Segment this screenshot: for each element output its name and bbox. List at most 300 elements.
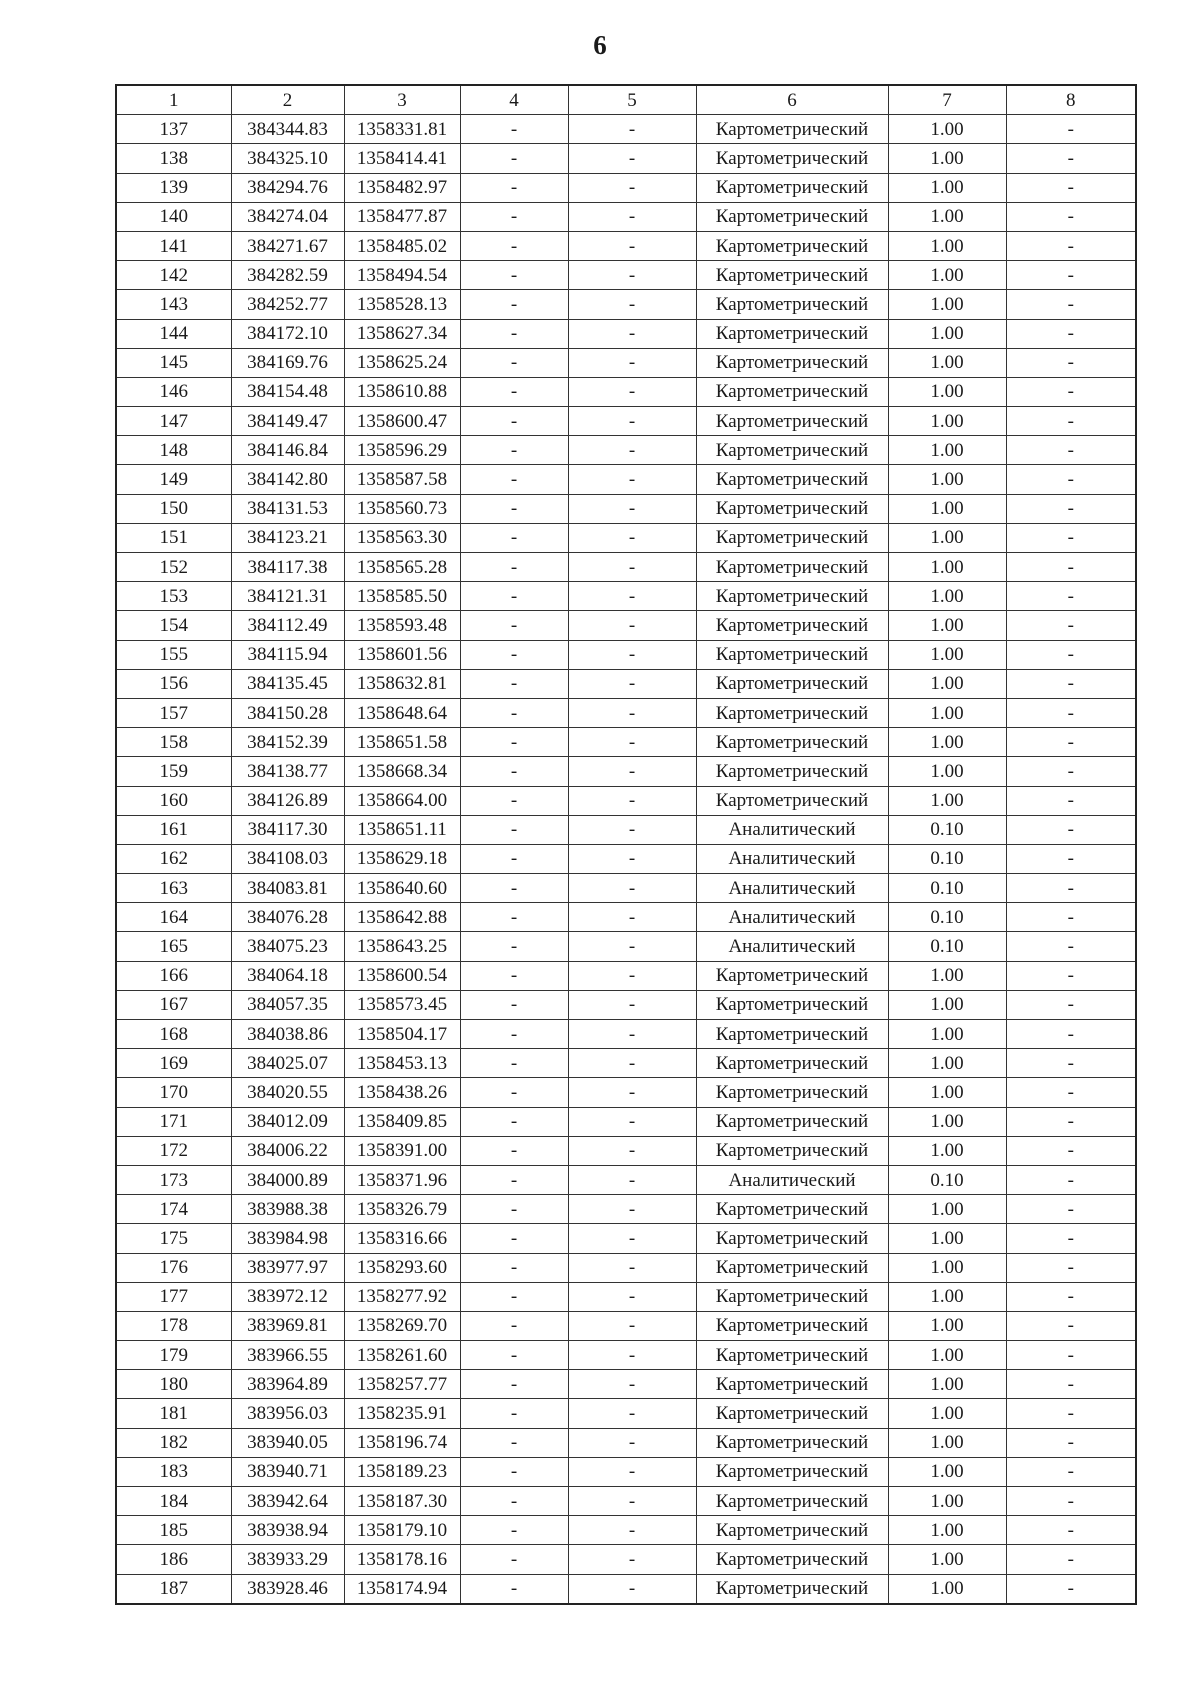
table-cell: - (1006, 1574, 1136, 1604)
table-cell: - (460, 1165, 568, 1194)
table-cell: - (460, 1136, 568, 1165)
table-cell: 1.00 (888, 261, 1006, 290)
table-cell: 1.00 (888, 786, 1006, 815)
table-cell: 165 (116, 932, 231, 961)
table-cell: - (568, 290, 696, 319)
table-cell: - (1006, 1078, 1136, 1107)
table-cell: Картометрический (696, 582, 888, 611)
table-cell: 384064.18 (231, 961, 344, 990)
table-cell: - (568, 1428, 696, 1457)
table-cell: - (460, 728, 568, 757)
table-cell: - (568, 494, 696, 523)
table-cell: 383940.05 (231, 1428, 344, 1457)
table-cell: - (460, 290, 568, 319)
header-row (116, 85, 1136, 115)
table-cell: - (460, 1049, 568, 1078)
table-row (116, 1049, 1136, 1078)
table-cell: - (1006, 290, 1136, 319)
table-cell: 1358235.91 (344, 1399, 460, 1428)
table-row (116, 1487, 1136, 1516)
table-cell: - (460, 1282, 568, 1311)
table-cell: Картометрический (696, 1574, 888, 1604)
table-cell: 1.00 (888, 465, 1006, 494)
table-cell: 383964.89 (231, 1370, 344, 1399)
table-cell: - (568, 1574, 696, 1604)
table-cell: - (568, 115, 696, 144)
table-cell: 1358326.79 (344, 1195, 460, 1224)
table-cell: 384146.84 (231, 436, 344, 465)
table-cell: 1.00 (888, 1428, 1006, 1457)
table-cell: Картометрический (696, 1078, 888, 1107)
table-cell: 0.10 (888, 874, 1006, 903)
table-cell: 1.00 (888, 1487, 1006, 1516)
table-cell: 1.00 (888, 640, 1006, 669)
table-cell: Картометрический (696, 494, 888, 523)
table-cell: - (460, 874, 568, 903)
table-cell: 1358261.60 (344, 1341, 460, 1370)
table-cell: 1.00 (888, 1457, 1006, 1486)
table-cell: 148 (116, 436, 231, 465)
table-cell: Картометрический (696, 261, 888, 290)
table-cell: - (568, 407, 696, 436)
table-cell: - (568, 1487, 696, 1516)
table-cell: Картометрический (696, 348, 888, 377)
table-cell: 384169.76 (231, 348, 344, 377)
table-cell: 1.00 (888, 1574, 1006, 1604)
table-cell: 168 (116, 1020, 231, 1049)
table-row (116, 1428, 1136, 1457)
table-cell: - (568, 582, 696, 611)
table-cell: Картометрический (696, 231, 888, 260)
table-cell: Картометрический (696, 786, 888, 815)
table-cell: - (1006, 757, 1136, 786)
table-cell: - (568, 698, 696, 727)
header-cell: 5 (568, 85, 696, 115)
table-cell: - (460, 669, 568, 698)
table-cell: - (1006, 348, 1136, 377)
table-cell: - (568, 465, 696, 494)
table-cell: 170 (116, 1078, 231, 1107)
table-cell: 174 (116, 1195, 231, 1224)
table-cell: 384149.47 (231, 407, 344, 436)
table-cell: - (1006, 1165, 1136, 1194)
table-row (116, 786, 1136, 815)
table-row (116, 611, 1136, 640)
table-row (116, 1341, 1136, 1370)
table-cell: 1.00 (888, 1224, 1006, 1253)
table-cell: - (568, 903, 696, 932)
table-cell: - (568, 961, 696, 990)
table-cell: - (1006, 1399, 1136, 1428)
table-cell: - (460, 261, 568, 290)
table-cell: 141 (116, 231, 231, 260)
table-cell: Картометрический (696, 1311, 888, 1340)
table-cell: 1358277.92 (344, 1282, 460, 1311)
table-cell: 383972.12 (231, 1282, 344, 1311)
table-cell: 1358585.50 (344, 582, 460, 611)
table-cell: 146 (116, 377, 231, 406)
table-row (116, 377, 1136, 406)
table-cell: - (1006, 669, 1136, 698)
table-cell: 172 (116, 1136, 231, 1165)
table-cell: - (1006, 582, 1136, 611)
table-cell: Картометрический (696, 1136, 888, 1165)
table-cell: 384012.09 (231, 1107, 344, 1136)
page-number: 6 (593, 30, 607, 60)
table-cell: - (1006, 144, 1136, 173)
table-cell: 149 (116, 465, 231, 494)
table-cell: 384075.23 (231, 932, 344, 961)
table-cell: - (1006, 1457, 1136, 1486)
table-cell: - (460, 553, 568, 582)
table-cell: 163 (116, 874, 231, 903)
table-cell: 171 (116, 1107, 231, 1136)
table-cell: - (460, 1487, 568, 1516)
table-cell: - (568, 1107, 696, 1136)
table-cell: Картометрический (696, 290, 888, 319)
table-cell: - (568, 640, 696, 669)
table-cell: - (1006, 553, 1136, 582)
table-cell: Картометрический (696, 1224, 888, 1253)
table-cell: - (460, 1516, 568, 1545)
table-cell: 1.00 (888, 698, 1006, 727)
table-cell: - (1006, 698, 1136, 727)
table-cell: 144 (116, 319, 231, 348)
table-row (116, 144, 1136, 173)
table-cell: 384038.86 (231, 1020, 344, 1049)
table-cell: 1358453.13 (344, 1049, 460, 1078)
table-cell: 1.00 (888, 961, 1006, 990)
table-cell: - (1006, 1020, 1136, 1049)
table-cell: - (568, 1165, 696, 1194)
table-cell: 383940.71 (231, 1457, 344, 1486)
table-cell: 1358257.77 (344, 1370, 460, 1399)
table-cell: 178 (116, 1311, 231, 1340)
table-cell: - (568, 1195, 696, 1224)
table-cell: 1358648.64 (344, 698, 460, 727)
table-cell: 1358563.30 (344, 523, 460, 552)
table-cell: 1358178.16 (344, 1545, 460, 1574)
table-row (116, 319, 1136, 348)
table-cell: Картометрический (696, 523, 888, 552)
table-cell: 1358477.87 (344, 202, 460, 231)
table-cell: - (460, 202, 568, 231)
table-cell: 1358189.23 (344, 1457, 460, 1486)
table-cell: 1358269.70 (344, 1311, 460, 1340)
table-cell: Аналитический (696, 1165, 888, 1194)
table-cell: 1358610.88 (344, 377, 460, 406)
table-cell: Картометрический (696, 1341, 888, 1370)
table-cell: 1358668.34 (344, 757, 460, 786)
table-row (116, 757, 1136, 786)
table-cell: 1.00 (888, 757, 1006, 786)
table-cell: Картометрический (696, 1545, 888, 1574)
table-cell: 384135.45 (231, 669, 344, 698)
table-cell: - (1006, 115, 1136, 144)
table-cell: - (568, 844, 696, 873)
table-cell: 1.00 (888, 144, 1006, 173)
table-row (116, 1195, 1136, 1224)
table-cell: - (460, 231, 568, 260)
table-row (116, 261, 1136, 290)
table-cell: - (460, 1078, 568, 1107)
table-cell: 1358179.10 (344, 1516, 460, 1545)
table-row (116, 961, 1136, 990)
table-cell: 384083.81 (231, 874, 344, 903)
table-row (116, 436, 1136, 465)
table-row (116, 728, 1136, 757)
table-cell: 156 (116, 669, 231, 698)
table-cell: - (1006, 815, 1136, 844)
table-cell: 384344.83 (231, 115, 344, 144)
table-row (116, 1574, 1136, 1604)
table-cell: - (1006, 874, 1136, 903)
table-cell: - (1006, 1487, 1136, 1516)
table-cell: Картометрический (696, 144, 888, 173)
table-cell: - (568, 1457, 696, 1486)
table-cell: 384252.77 (231, 290, 344, 319)
table-cell: 384325.10 (231, 144, 344, 173)
table-row (116, 290, 1136, 319)
table-cell: 1.00 (888, 407, 1006, 436)
table-cell: 143 (116, 290, 231, 319)
table-cell: 1358331.81 (344, 115, 460, 144)
table-cell: - (460, 1253, 568, 1282)
table-row (116, 1370, 1136, 1399)
table-cell: 1358174.94 (344, 1574, 460, 1604)
table-body (116, 115, 1136, 1604)
table-cell: 1.00 (888, 1516, 1006, 1545)
table-cell: 140 (116, 202, 231, 231)
table-cell: - (1006, 1545, 1136, 1574)
table-cell: 384006.22 (231, 1136, 344, 1165)
table-cell: 383933.29 (231, 1545, 344, 1574)
table-cell: 139 (116, 173, 231, 202)
table-cell: Картометрический (696, 1195, 888, 1224)
table-row (116, 553, 1136, 582)
table-cell: - (460, 815, 568, 844)
table-cell: 1358664.00 (344, 786, 460, 815)
table-cell: - (1006, 1311, 1136, 1340)
table-cell: Картометрический (696, 553, 888, 582)
table-cell: - (1006, 407, 1136, 436)
table-cell: Картометрический (696, 728, 888, 757)
table-cell: - (460, 640, 568, 669)
table-cell: 166 (116, 961, 231, 990)
table-cell: 183 (116, 1457, 231, 1486)
table-cell: 384150.28 (231, 698, 344, 727)
table-cell: - (1006, 1253, 1136, 1282)
table-cell: - (460, 494, 568, 523)
table-cell: 383977.97 (231, 1253, 344, 1282)
table-cell: 1358593.48 (344, 611, 460, 640)
table-cell: 384000.89 (231, 1165, 344, 1194)
table-cell: 383956.03 (231, 1399, 344, 1428)
table-cell: 1358573.45 (344, 990, 460, 1019)
table-cell: - (460, 1370, 568, 1399)
table-cell: 1358391.00 (344, 1136, 460, 1165)
table-cell: - (460, 1224, 568, 1253)
table-cell: - (460, 1428, 568, 1457)
table-cell: - (568, 261, 696, 290)
table-cell: - (1006, 611, 1136, 640)
table-cell: 1358596.29 (344, 436, 460, 465)
table-row (116, 669, 1136, 698)
table-row (116, 1516, 1136, 1545)
table-cell: 185 (116, 1516, 231, 1545)
table-row (116, 698, 1136, 727)
table-cell: - (460, 757, 568, 786)
table-cell: - (1006, 173, 1136, 202)
table-cell: 1.00 (888, 173, 1006, 202)
table-row (116, 1165, 1136, 1194)
table-cell: 160 (116, 786, 231, 815)
table-cell: 1.00 (888, 1341, 1006, 1370)
table-cell: 384025.07 (231, 1049, 344, 1078)
table-cell: - (1006, 640, 1136, 669)
table-cell: 384115.94 (231, 640, 344, 669)
table-cell: Картометрический (696, 202, 888, 231)
table-cell: 1358587.58 (344, 465, 460, 494)
table-cell: 0.10 (888, 844, 1006, 873)
table-cell: - (460, 407, 568, 436)
table-cell: 1358560.73 (344, 494, 460, 523)
table-cell: 145 (116, 348, 231, 377)
table-cell: - (568, 1078, 696, 1107)
table-cell: 384121.31 (231, 582, 344, 611)
table-cell: - (460, 1341, 568, 1370)
table-row (116, 494, 1136, 523)
table-cell: - (460, 1020, 568, 1049)
table-cell: 186 (116, 1545, 231, 1574)
table-cell: 383928.46 (231, 1574, 344, 1604)
table-cell: 1358632.81 (344, 669, 460, 698)
table-cell: 384117.38 (231, 553, 344, 582)
table-cell: - (1006, 319, 1136, 348)
table-cell: - (460, 319, 568, 348)
table-cell: 1.00 (888, 319, 1006, 348)
table-cell: 383938.94 (231, 1516, 344, 1545)
table-cell: 384271.67 (231, 231, 344, 260)
table-cell: 1.00 (888, 115, 1006, 144)
table-row (116, 1078, 1136, 1107)
table-cell: 1.00 (888, 553, 1006, 582)
table-cell: 1358625.24 (344, 348, 460, 377)
table-cell: 1.00 (888, 1078, 1006, 1107)
table-cell: 1358627.34 (344, 319, 460, 348)
table-cell: - (1006, 1224, 1136, 1253)
table-cell: 138 (116, 144, 231, 173)
table-cell: - (460, 844, 568, 873)
table-cell: 137 (116, 115, 231, 144)
table-cell: 1358196.74 (344, 1428, 460, 1457)
table-cell: Картометрический (696, 319, 888, 348)
table-cell: 384112.49 (231, 611, 344, 640)
table-cell: - (568, 1253, 696, 1282)
table-cell: - (568, 874, 696, 903)
table-cell: Картометрический (696, 377, 888, 406)
table-cell: 1.00 (888, 377, 1006, 406)
table-cell: 1.00 (888, 728, 1006, 757)
table-cell: - (460, 698, 568, 727)
table-cell: - (1006, 1195, 1136, 1224)
table-cell: - (460, 173, 568, 202)
table-cell: - (568, 1545, 696, 1574)
table-row (116, 932, 1136, 961)
table-row (116, 1311, 1136, 1340)
header-cell: 1 (116, 85, 231, 115)
table-cell: - (460, 1107, 568, 1136)
table-cell: - (568, 1516, 696, 1545)
table-cell: 1358651.58 (344, 728, 460, 757)
table-cell: - (1006, 1049, 1136, 1078)
table-row (116, 874, 1136, 903)
table-cell: 1.00 (888, 436, 1006, 465)
table-cell: 1358600.47 (344, 407, 460, 436)
table-cell: 177 (116, 1282, 231, 1311)
table-cell: 384294.76 (231, 173, 344, 202)
table-cell: - (460, 1457, 568, 1486)
table-cell: 1358494.54 (344, 261, 460, 290)
table-cell: - (568, 1136, 696, 1165)
table-cell: 384076.28 (231, 903, 344, 932)
table-cell: 1.00 (888, 1049, 1006, 1078)
table-cell: - (460, 990, 568, 1019)
table-cell: Картометрический (696, 757, 888, 786)
table-cell: 157 (116, 698, 231, 727)
table-cell: 0.10 (888, 903, 1006, 932)
table-cell: 1358371.96 (344, 1165, 460, 1194)
table-cell: 187 (116, 1574, 231, 1604)
table-cell: 1.00 (888, 1253, 1006, 1282)
table-cell: - (460, 144, 568, 173)
table-cell: - (568, 231, 696, 260)
table-cell: 384172.10 (231, 319, 344, 348)
table-row (116, 1282, 1136, 1311)
table-cell: - (568, 1311, 696, 1340)
table-cell: - (568, 1282, 696, 1311)
table-cell: 1.00 (888, 990, 1006, 1019)
table-cell: - (460, 465, 568, 494)
table-cell: 1.00 (888, 1195, 1006, 1224)
table-cell: 1.00 (888, 611, 1006, 640)
table-row (116, 815, 1136, 844)
table-cell: Картометрический (696, 173, 888, 202)
table-cell: 383984.98 (231, 1224, 344, 1253)
table-cell: 383966.55 (231, 1341, 344, 1370)
table-cell: Картометрический (696, 1253, 888, 1282)
table-cell: - (1006, 1107, 1136, 1136)
table-cell: 1.00 (888, 1020, 1006, 1049)
table-row (116, 231, 1136, 260)
table-cell: Картометрический (696, 115, 888, 144)
table-cell: - (568, 377, 696, 406)
table-cell: - (568, 1020, 696, 1049)
table-row (116, 1224, 1136, 1253)
table-cell: - (568, 553, 696, 582)
table-cell: 158 (116, 728, 231, 757)
table-cell: - (1006, 377, 1136, 406)
table-cell: Картометрический (696, 407, 888, 436)
table-cell: - (568, 173, 696, 202)
table-cell: 384274.04 (231, 202, 344, 231)
table-cell: Аналитический (696, 815, 888, 844)
table-cell: - (1006, 903, 1136, 932)
table-cell: - (568, 523, 696, 552)
table-cell: - (460, 1311, 568, 1340)
table-cell: Картометрический (696, 961, 888, 990)
table-cell: 1358642.88 (344, 903, 460, 932)
